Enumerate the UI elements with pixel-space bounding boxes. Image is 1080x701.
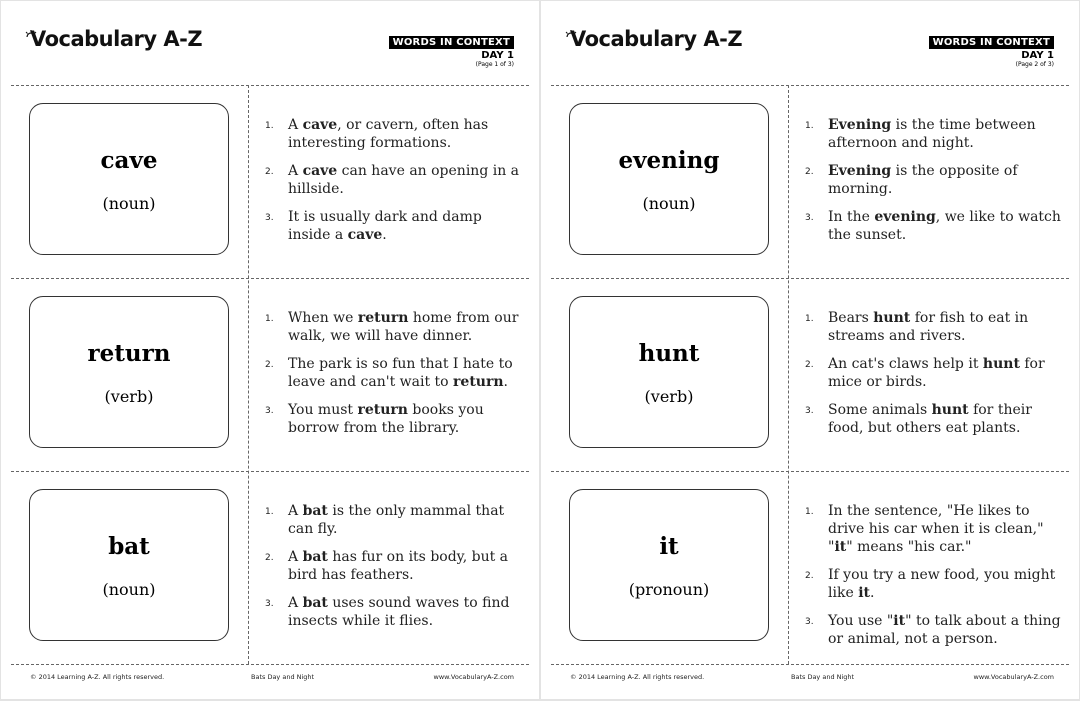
context-sentence: [805, 208, 1067, 244]
vocab-word: hunt: [638, 340, 700, 367]
header-tag: WORDS IN CONTEXT: [389, 36, 514, 49]
sentence-number: 3.: [805, 213, 814, 223]
highlighted-word: it: [858, 585, 870, 601]
cut-line-horizontal: [11, 278, 529, 279]
sentence-text: A: [288, 163, 303, 179]
cut-line-horizontal: [551, 278, 1069, 279]
highlighted-word: bat: [302, 595, 328, 611]
vocab-word: return: [87, 340, 171, 367]
header-day: DAY 1: [1021, 50, 1054, 61]
cut-line-horizontal: [551, 85, 1069, 86]
context-sentence: [265, 594, 527, 630]
sentence-number: 2.: [805, 360, 814, 370]
vocab-word-card: [569, 489, 769, 641]
context-sentence: [265, 401, 527, 437]
sentence-number: 3.: [805, 406, 814, 416]
header-page-number: (Page 1 of 3): [475, 61, 514, 68]
footer-url: www.VocabularyA-Z.com: [433, 673, 514, 681]
vocab-word-card: [29, 103, 229, 255]
sentence-text: .: [503, 374, 508, 390]
sentence-number: 1.: [805, 507, 814, 517]
part-of-speech: (verb): [644, 387, 694, 406]
sentence-text: for their food, but others eat plants.: [828, 402, 1032, 436]
sentence-text: for fish to eat in streams and rivers.: [828, 310, 1029, 344]
sentence-text: uses sound waves to find insects while it flies.: [288, 595, 510, 629]
sentence-text: " means "his car.": [846, 539, 972, 555]
sentence-text: is the opposite of morning.: [828, 163, 1018, 197]
sentence-number: 3.: [265, 213, 274, 223]
sentence-text: You use ": [828, 613, 894, 629]
footer-title: Bats Day and Night: [251, 673, 315, 681]
highlighted-word: hunt: [982, 356, 1020, 372]
footer-title: Bats Day and Night: [791, 673, 855, 681]
sentence-number: 2.: [265, 553, 274, 563]
highlighted-word: return: [453, 374, 504, 390]
sentence-number: 1.: [265, 314, 274, 324]
sentence-number: 2.: [265, 167, 274, 177]
highlighted-word: hunt: [931, 402, 969, 418]
sentence-text: A: [288, 595, 303, 611]
vocab-word-card: [569, 296, 769, 448]
cut-line-horizontal: [551, 664, 1069, 665]
sentence-text: has fur on its body, but a bird has feathers.: [288, 549, 509, 583]
sentence-text: Some animals: [828, 402, 932, 418]
context-sentence-list: [265, 502, 527, 640]
sentence-number: 1.: [265, 507, 274, 517]
sentence-text: , or cavern, often has interesting formations.: [288, 117, 489, 151]
sentence-number: 1.: [805, 314, 814, 324]
context-sentence: [265, 309, 527, 345]
sentence-text: If you try a new food, you might like: [828, 567, 1056, 601]
worksheet-page-1: [1, 1, 539, 699]
sentence-text: home from our walk, we will have dinner.: [288, 310, 519, 344]
sentence-text: for mice or birds.: [828, 356, 1045, 390]
footer-copyright: © 2014 Learning A-Z. All rights reserved.: [30, 673, 165, 681]
page-header: [389, 30, 514, 69]
sentence-number: 3.: [265, 599, 274, 609]
sentence-number: 2.: [805, 571, 814, 581]
vocab-word-card: [29, 296, 229, 448]
sentence-text: .: [382, 227, 387, 243]
footer-copyright: © 2014 Learning A-Z. All rights reserved.: [570, 673, 705, 681]
context-sentence: [805, 116, 1067, 152]
vocab-word: evening: [618, 147, 720, 174]
context-sentence-list: [805, 502, 1067, 658]
sentence-text: A: [288, 117, 303, 133]
cut-line-horizontal: [11, 471, 529, 472]
sentence-text: An cat's claws help it: [828, 356, 983, 372]
highlighted-word: cave: [302, 117, 338, 133]
part-of-speech: (noun): [642, 194, 696, 213]
sentence-number: 3.: [265, 406, 274, 416]
sentence-text: is the time between afternoon and night.: [828, 117, 1036, 151]
context-sentence: [265, 116, 527, 152]
sentence-text: books you borrow from the library.: [288, 402, 484, 436]
part-of-speech: (verb): [104, 387, 154, 406]
sentence-text: can have an opening in a hillside.: [288, 163, 520, 197]
highlighted-word: hunt: [873, 310, 911, 326]
context-sentence: [265, 208, 527, 244]
context-sentence: [805, 502, 1067, 556]
highlighted-word: bat: [302, 503, 328, 519]
context-sentence: [805, 309, 1067, 345]
cut-line-horizontal: [11, 85, 529, 86]
header-page-number: (Page 2 of 3): [1015, 61, 1054, 68]
sentence-text: is the only mammal that can fly.: [288, 503, 505, 537]
part-of-speech: (pronoun): [628, 580, 710, 599]
brand-logo: Vocabulary A-Z: [30, 27, 203, 51]
sentence-text: A: [288, 503, 303, 519]
context-sentence-list: [265, 116, 527, 254]
worksheet-page-2: [541, 1, 1079, 699]
sentence-text: A: [288, 549, 303, 565]
context-sentence-list: [805, 116, 1067, 254]
sentence-text: .: [869, 585, 875, 601]
highlighted-word: it: [893, 613, 906, 629]
cut-line-vertical: [248, 85, 249, 664]
vocab-word: it: [659, 533, 679, 560]
sentence-number: 1.: [805, 121, 814, 131]
sentence-text: , we like to watch the sunset.: [828, 209, 1061, 243]
cut-line-horizontal: [551, 471, 1069, 472]
page-header: [929, 30, 1054, 69]
sentence-number: 2.: [265, 360, 274, 370]
highlighted-word: return: [357, 402, 408, 418]
sentence-number: 3.: [805, 617, 814, 627]
context-sentence: [805, 401, 1067, 437]
sentence-text: In the: [828, 209, 875, 225]
part-of-speech: (noun): [102, 580, 156, 599]
sentence-text: You must: [288, 402, 358, 418]
footer-url: www.VocabularyA-Z.com: [973, 673, 1054, 681]
highlighted-word: cave: [347, 227, 383, 243]
sentence-text: The park is so fun that I hate to leave and can't wait to: [288, 356, 513, 390]
sentence-text: When we: [288, 310, 358, 326]
vocab-word-card: [569, 103, 769, 255]
header-day: DAY 1: [481, 50, 514, 61]
context-sentence-list: [265, 309, 527, 447]
part-of-speech: (noun): [102, 194, 156, 213]
sentence-text: " to talk about a thing or animal, not a person.: [828, 613, 1061, 647]
context-sentence: [265, 355, 527, 391]
sentence-number: 2.: [805, 167, 814, 177]
highlighted-word: Evening: [828, 163, 892, 179]
highlighted-word: evening: [874, 209, 936, 225]
context-sentence: [805, 355, 1067, 391]
highlighted-word: bat: [302, 549, 328, 565]
context-sentence: [805, 162, 1067, 198]
sentence-text: It is usually dark and damp inside a: [288, 209, 482, 243]
sentence-text: Bears: [828, 310, 874, 326]
context-sentence: [805, 566, 1067, 602]
sentence-number: 1.: [265, 121, 274, 131]
context-sentence-list: [805, 309, 1067, 447]
cut-line-horizontal: [11, 664, 529, 665]
context-sentence: [265, 502, 527, 538]
vocab-word-card: [29, 489, 229, 641]
sentence-text: In the sentence, "He likes to drive his car when it is clean," ": [828, 503, 1044, 555]
vocab-word: bat: [108, 533, 150, 560]
highlighted-word: return: [357, 310, 409, 326]
cut-line-vertical: [788, 85, 789, 664]
context-sentence: [265, 162, 527, 198]
highlighted-word: it: [834, 539, 847, 555]
context-sentence: [805, 612, 1067, 648]
brand-logo: Vocabulary A-Z: [570, 27, 743, 51]
context-sentence: [265, 548, 527, 584]
highlighted-word: Evening: [828, 117, 892, 133]
header-tag: WORDS IN CONTEXT: [929, 36, 1054, 49]
vocab-word: cave: [100, 147, 158, 174]
highlighted-word: cave: [302, 163, 338, 179]
